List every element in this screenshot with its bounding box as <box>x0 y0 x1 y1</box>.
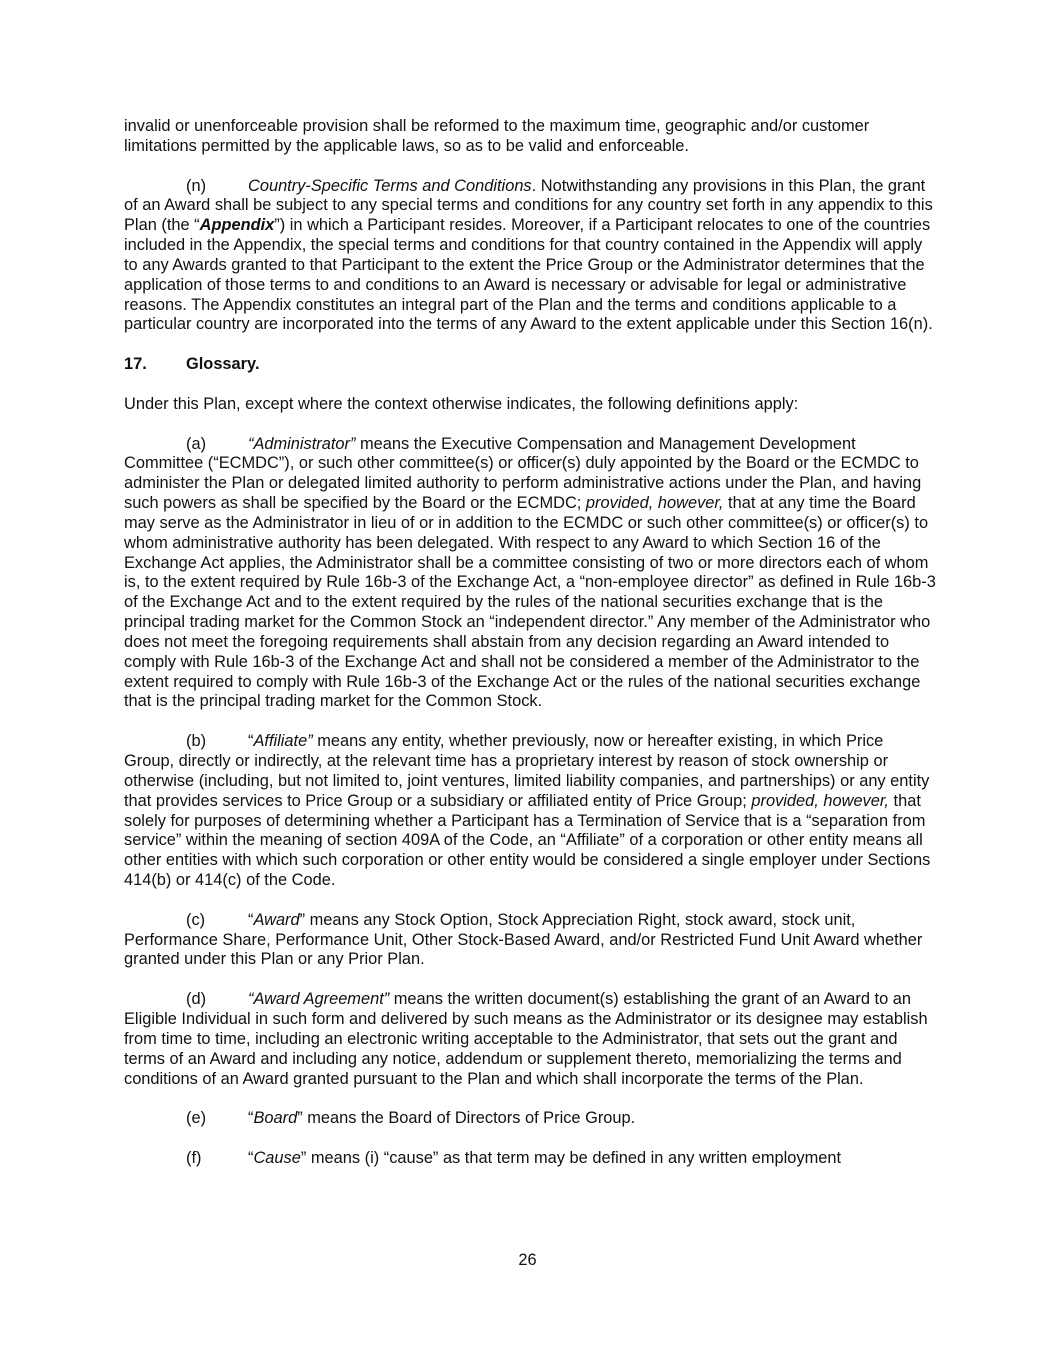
text-f-1: ” means (i) “cause” as that term may be defined in any written employment <box>300 1148 842 1167</box>
text-c-1: ” means any Stock Option, Stock Appreciation Right, stock award, stock unit, Performance Share, Performance Unit, Other Stock-Based Award, and/or Restricted Fund Unit Award whether granted under this Plan or any Prior Plan. <box>124 910 923 969</box>
quote-c: “ <box>248 910 254 929</box>
text-b-1: means any entity, whether previously, now or hereafter existing, in which Price Group, directly or indirectly, at the relevant time has a proprietary interest by reason of stock ownership or otherwise (including, but not limited to, joint ventures, limited liability companies, and partnerships) or any entity that provides services to Price Group or a subsidiary or affiliated entity of Price Group; <box>124 732 930 810</box>
document-page <box>124 117 936 1169</box>
term-affiliate: Affiliate” <box>253 732 313 751</box>
definition-administrator <box>124 435 936 713</box>
definition-affiliate <box>124 732 936 891</box>
definition-cause <box>124 1149 936 1169</box>
text-a-1: means the Executive Compensation and Management Development Committee (“ECMDC”), or such other committee(s) or officer(s) duly appointed by the Board or the ECMDC to administer the Plan or delegated limited authority to perform administrative actions under the Plan, and having such powers as shall be specified by the Board or the ECMDC; <box>124 434 922 513</box>
label-n: (n) <box>186 176 207 195</box>
label-c: (c) <box>186 910 206 929</box>
term-appendix: Appendix <box>199 216 275 235</box>
quote-b: “ <box>248 732 254 751</box>
label-d: (d) <box>186 990 207 1009</box>
glossary-intro: Under this Plan, except where the context otherwise indicates, the following definitions apply: <box>124 394 799 413</box>
term-country-specific: Country-Specific Terms and Conditions <box>248 176 532 195</box>
section-17-heading <box>124 355 936 375</box>
quote-e: “ <box>248 1109 254 1128</box>
definition-award-agreement <box>124 990 936 1089</box>
term-administrator: “Administrator” <box>248 434 356 453</box>
text-n-2: ”) in which a Participant resides. Moreover, if a Participant relocates to one of the countries included in the Appendix, the special terms and conditions for that country contained in the Appendix will apply to any Awards granted to that Participant to the extent the Price Group or the Administrator determines that the application of those terms to and conditions to an Award is necessary or advisable for legal or administrative reasons. The Appendix constitutes an integral part of the Plan and the terms and conditions applicable to a particular country are incorporated into the terms of any Award to the extent applicable under this Section 16(n). <box>124 216 933 334</box>
text-a-2: that at any time the Board may serve as the Administrator in lieu of or in addition to the ECMDC or such other committee(s) or officer(s) to whom administrative authority has been delegated. With respect to any Award to which Section 16 of the Exchange Act applies, the Administrator shall be a committee consisting of two or more directors each of whom is, to the extent required by Rule 16b-3 of the Exchange Act, a “non-employee director” as defined in Rule 16b-3 of the Exchange Act and to the extent required by the rules of the national securities exchange that is the principal trading market for the Common Stock an “independent director.” Any member of the Administrator who does not meet the foregoing requirements shall abstain from any decision regarding an Award intended to comply with Rule 16b-3 of the Exchange Act and shall not be considered a member of the Administrator to the extent required to comply with Rule 16b-3 of the Exchange Act or the rules of the national securities exchange that is the principal trading market for the Common Stock. <box>124 494 936 711</box>
text-d-1: means the written document(s) establishing the grant of an Award to an Eligible Individual in such form and delivered by such means as the Administrator or its designee may establish from time to time, including an electronic writing acceptable to the Administrator, that sets out the grant and terms of an Award and including any notice, addendum or supplement thereto, memorializing the terms and conditions of an Award granted pursuant to the Plan and which shall incorporate the terms of the Plan. <box>124 990 928 1088</box>
term-award: Award <box>253 910 300 929</box>
proviso-b: provided, however, <box>751 791 889 810</box>
text-e-1: ” means the Board of Directors of Price Group. <box>297 1109 636 1128</box>
section-number: 17. <box>124 355 147 374</box>
page-number: 26 <box>518 1251 537 1269</box>
term-cause: Cause <box>253 1148 301 1167</box>
text-b-2: that solely for purposes of determining whether a Participant has a Termination of Service that is a “separation from service” within the meaning of section 409A of the Code, an “Affiliate” of a corporation or other entity means all other entities with which such corporation or other entity would be considered a single employer under Sections 414(b) or 414(c) of the Code. <box>124 791 931 890</box>
text-n-1: . Notwithstanding any provisions in this Plan, the grant of an Award shall be subject to any special terms and conditions for any country set forth in any appendix to this Plan (the “ <box>124 176 933 235</box>
term-board: Board <box>253 1109 298 1128</box>
term-award-agreement: “Award Agreement” <box>248 990 390 1009</box>
definition-award <box>124 911 936 971</box>
definition-board <box>124 1109 936 1129</box>
paragraph-n <box>124 177 936 336</box>
intro-continuation: invalid or unenforceable provision shall be reformed to the maximum time, geographic and/or customer limitations permitted by the applicable laws, so as to be valid and enforceable. <box>124 117 870 155</box>
label-a: (a) <box>186 434 207 453</box>
label-b: (b) <box>186 732 207 751</box>
section-title: Glossary. <box>186 355 260 374</box>
label-f: (f) <box>186 1148 202 1167</box>
quote-f: “ <box>248 1148 254 1167</box>
label-e: (e) <box>186 1109 207 1128</box>
proviso-a: provided, however, <box>585 494 724 513</box>
